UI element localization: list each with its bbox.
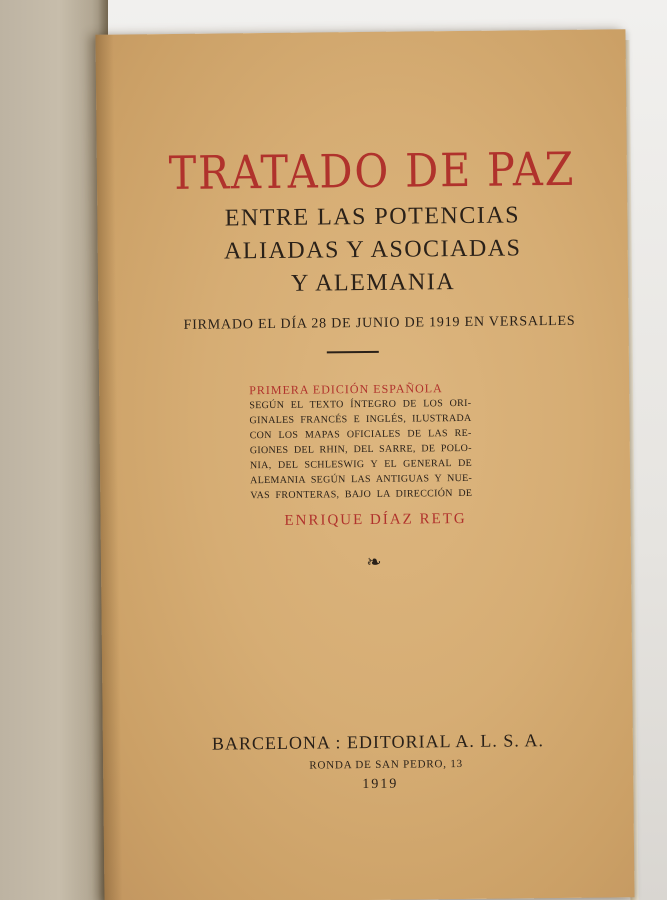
title-page-content <box>95 29 634 900</box>
edition-label: PRIMERA EDICIÓN ESPAÑOLA <box>249 381 443 398</box>
divider-rule <box>327 351 379 354</box>
description-line: CON LOS MAPAS OFICIALES DE LAS RE- <box>249 427 472 442</box>
subtitle-line-2: ALIADAS Y ASOCIADAS <box>223 235 522 265</box>
publisher-address: RONDA DE SAN PEDRO, 13 <box>309 757 463 772</box>
publisher-line: BARCELONA : EDITORIAL A. L. S. A. <box>211 730 544 754</box>
description-line: NIA, DEL SCHLESWIG Y EL GENERAL DE <box>249 457 473 472</box>
subtitle-line-1: ENTRE LAS POTENCIAS <box>224 202 521 232</box>
publication-year: 1919 <box>362 776 399 793</box>
title-page <box>95 29 634 900</box>
description-line: SEGÚN EL TEXTO ÍNTEGRO DE LOS ORI- <box>249 397 472 412</box>
subtitle-line-3: Y ALEMANIA <box>290 269 456 297</box>
edition-block <box>249 381 472 503</box>
description-line: ALEMANIA SEGÚN LAS ANTIGUAS Y NUE- <box>250 472 473 487</box>
description-line: GIONES DEL RHIN, DEL SARRE, DE POLO- <box>249 442 472 457</box>
author-name: ENRIQUE DÍAZ RETG <box>284 510 467 529</box>
description-line: GINALES FRANCÉS E INGLÉS, ILUSTRADA <box>249 412 472 427</box>
book-title: TRATADO DE PAZ <box>168 141 576 201</box>
fleuron-ornament-icon: ❧ <box>366 551 382 572</box>
left-page <box>0 0 108 900</box>
description-line: VAS FRONTERAS, BAJO LA DIRECCIÓN DE <box>250 487 473 502</box>
signed-line: FIRMADO EL DÍA 28 DE JUNIO DE 1919 EN VERSALLES <box>183 313 576 333</box>
